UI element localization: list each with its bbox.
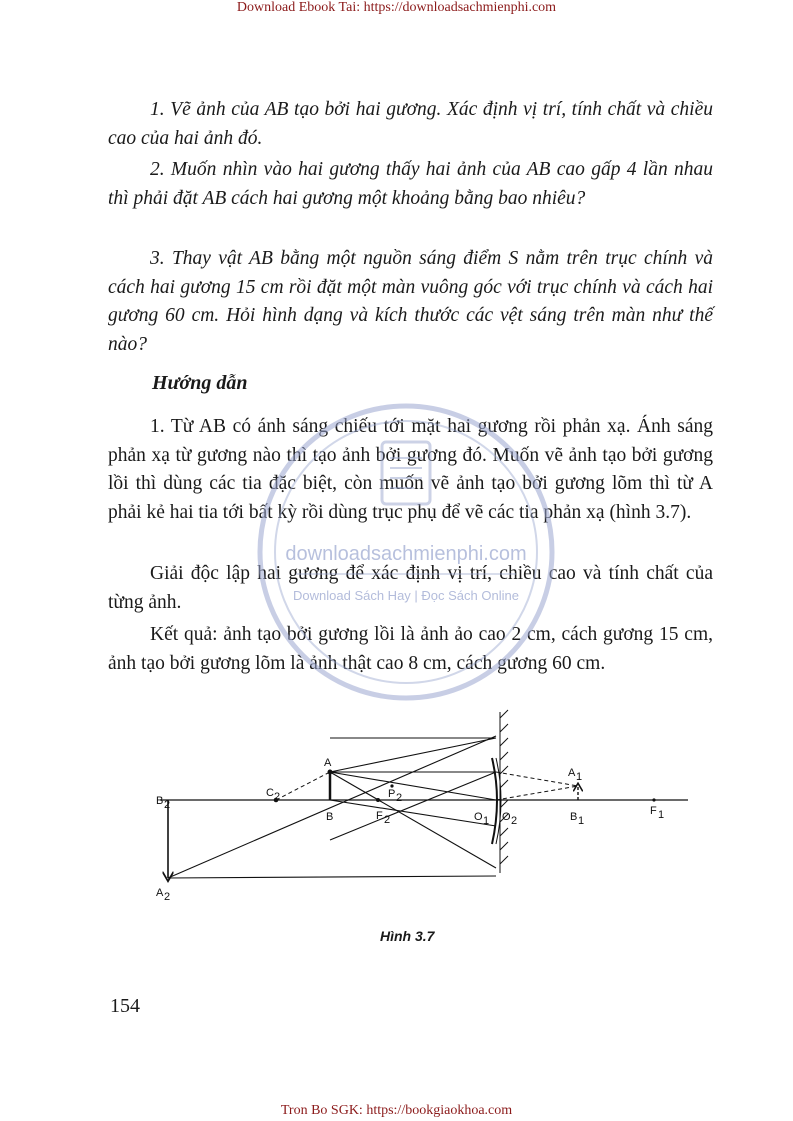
label-c2: C bbox=[266, 787, 274, 799]
label-b2-sub: 2 bbox=[164, 799, 171, 811]
guide-paragraph-2: Giải độc lập hai gương để xác định vị trí, chiều cao và tính chất của từng ảnh. bbox=[108, 563, 713, 613]
label-b: B bbox=[326, 811, 334, 823]
watermark-site: downloadsachmienphi.com bbox=[285, 543, 527, 565]
guide-heading: Hướng dẫn bbox=[152, 372, 248, 394]
label-b1-sub: 1 bbox=[578, 815, 585, 827]
watermark-tagline: Download Sách Hay | Đọc Sách Online bbox=[293, 588, 519, 603]
figure-caption: Hình 3.7 bbox=[380, 928, 435, 944]
label-a1-sub: 1 bbox=[576, 771, 583, 783]
label-c2-sub: 2 bbox=[274, 791, 281, 803]
label-f2-sub: 2 bbox=[384, 814, 391, 826]
problem-item-1: 1. Vẽ ảnh của AB tạo bởi hai gương. Xác định vị trí, tính chất và chiều cao của hai ảnh đó. bbox=[108, 99, 713, 149]
problem-item-2: 2. Muốn nhìn vào hai gương thấy hai ảnh của AB cao gấp 4 lần nhau thì phải đặt AB cách hai gương một khoảng bằng bao nhiêu? bbox=[108, 159, 713, 209]
footer-link[interactable]: Tron Bo SGK: https://bookgiaokhoa.com bbox=[280, 1103, 513, 1118]
label-a2-sub: 2 bbox=[164, 891, 171, 903]
page-number: 154 bbox=[110, 995, 140, 1017]
label-o1-sub: 1 bbox=[483, 815, 490, 827]
label-o1: O bbox=[474, 811, 483, 823]
label-o2-sub: 2 bbox=[511, 815, 518, 827]
convex-mirror bbox=[492, 758, 497, 844]
label-b2: B bbox=[156, 795, 164, 807]
problem-item-3: 3. Thay vật AB bằng một nguồn sáng điểm S nằm trên trục chính và cách hai gương 15 cm rồi đặt một màn vuông góc với trục chính và cách hai gương 60 cm. Hỏi hình dạng và kích thước các vệt sáng trên màn như thế nào? bbox=[108, 248, 713, 355]
guide-paragraph-1: 1. Từ AB có ánh sáng chiếu tới mặt hai gương rồi phản xạ. Ánh sáng phản xạ từ gương nào thì tạo ảnh bởi gương đó. Muốn vẽ ảnh tạo bởi gương lồi thì dùng các tia đặc biệt, còn muốn vẽ ảnh tạo bởi gương lõm thì từ A phải kẻ hai tia tới bất kỳ rồi dùng trục phụ để vẽ các tia phản xạ (hình 3.7). bbox=[108, 416, 713, 523]
guide-paragraph-3: Kết quả: ảnh tạo bởi gương lồi là ảnh ảo cao 2 cm, cách gương 15 cm, ảnh tạo bởi gương lõm là ảnh thật cao 8 cm, cách gương 60 cm. bbox=[108, 624, 713, 674]
label-f2: F bbox=[376, 810, 383, 822]
label-b1: B bbox=[570, 811, 578, 823]
label-p2-sub: 2 bbox=[396, 792, 403, 804]
figure-3-7 bbox=[140, 708, 700, 923]
label-p2: P bbox=[388, 788, 396, 800]
label-o2: O bbox=[502, 811, 511, 823]
label-f1: F bbox=[650, 805, 657, 817]
label-a2: A bbox=[156, 887, 164, 899]
header-download-link[interactable]: Download Ebook Tai: https://downloadsachmienphi.com bbox=[236, 0, 557, 15]
label-f1-sub: 1 bbox=[658, 809, 665, 821]
label-a: A bbox=[324, 757, 332, 769]
label-a1: A bbox=[568, 767, 576, 779]
